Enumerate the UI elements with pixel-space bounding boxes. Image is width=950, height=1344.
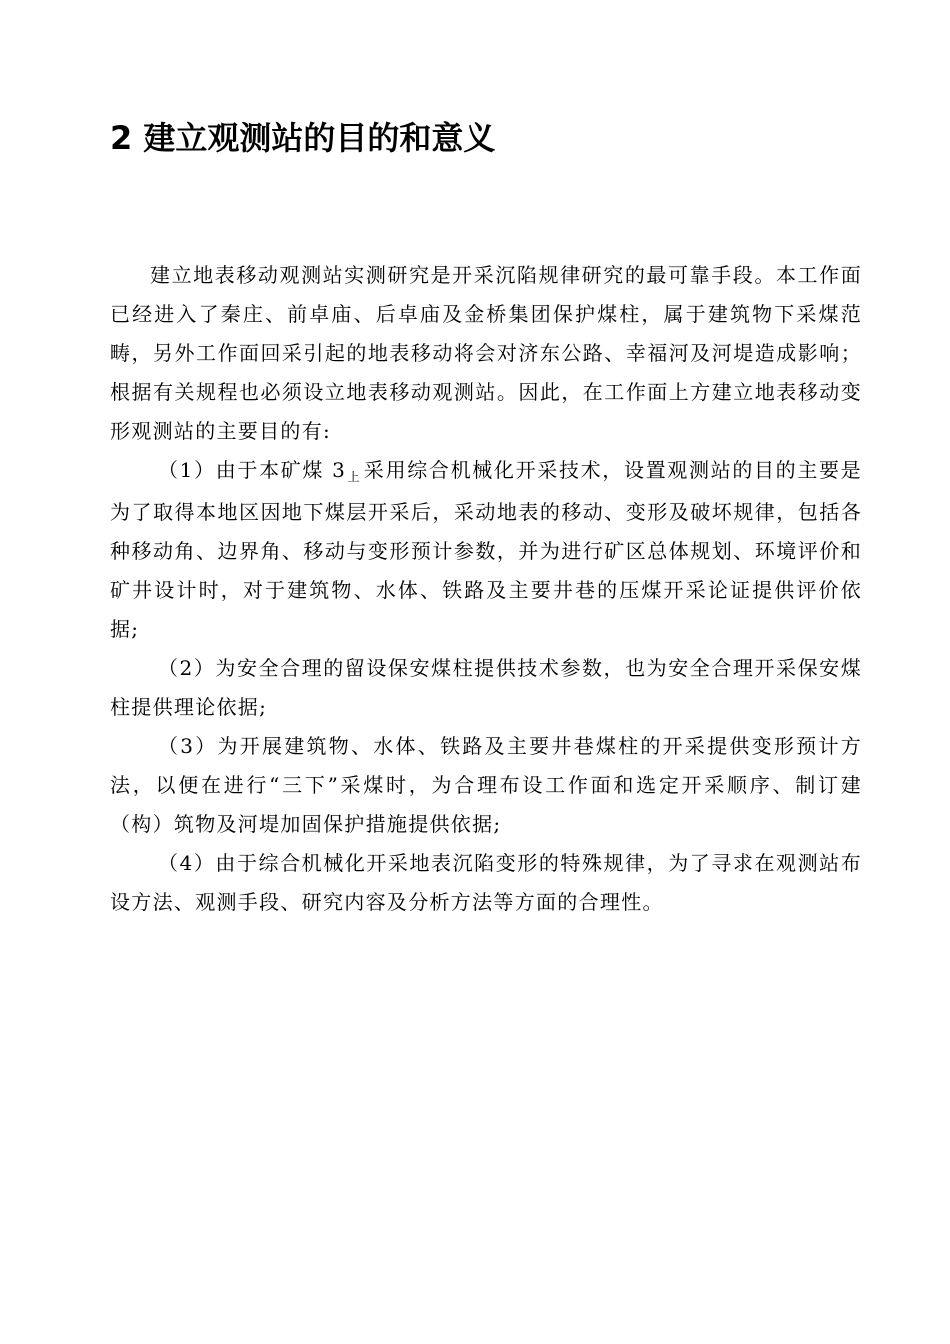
purpose-item-3: （3）为开展建筑物、水体、铁路及主要井巷煤柱的开采提供变形预计方法，以便在进行“三下”采煤时，为合理布设工作面和选定开采顺序、制订建（构）筑物及河堤加固保护措施提供依据; (110, 734, 862, 836)
purpose-item-4: （4）由于综合机械化开采地表沉陷变形的特殊规律，为了寻求在观测站布设方法、观测手段、研究内容及分析方法等方面的合理性。 (110, 851, 862, 914)
body-text (110, 256, 862, 922)
coal-seam-subscript: 上 (347, 470, 360, 484)
purpose-item-1-text-end: 采用综合机械化开采技术，设置观测站的目的主要是为了取得本地区因地下煤层开采后，采动地表的移动、变形及破坏规律，包括各种移动角、边界角、移动与变形预计参数，并为进行矿区总体规划、环境评价和矿井设计时，对于建筑物、水体、铁路及主要井巷的压煤开采论证提供评价依据; (110, 458, 862, 641)
purpose-item-1 (110, 451, 862, 649)
purpose-item-2: （2）为安全合理的留设保安煤柱提供技术参数，也为安全合理开采保安煤柱提供理论依据; (110, 656, 862, 719)
purpose-item-1-text-start: （1）由于本矿煤 3 (158, 458, 347, 482)
section-heading: 2 建立观测站的目的和意义 (110, 119, 496, 157)
intro-paragraph: 建立地表移动观测站实测研究是开采沉陷规律研究的最可靠手段。本工作面已经进入了秦庄、前卓庙、后卓庙及金桥集团保护煤柱，属于建筑物下采煤范畴，另外工作面回采引起的地表移动将会对济东公路、幸福河及河堤造成影响；根据有关规程也必须设立地表移动观测站。因此，在工作面上方建立地表移动变形观测站的主要目的有: (110, 263, 862, 443)
